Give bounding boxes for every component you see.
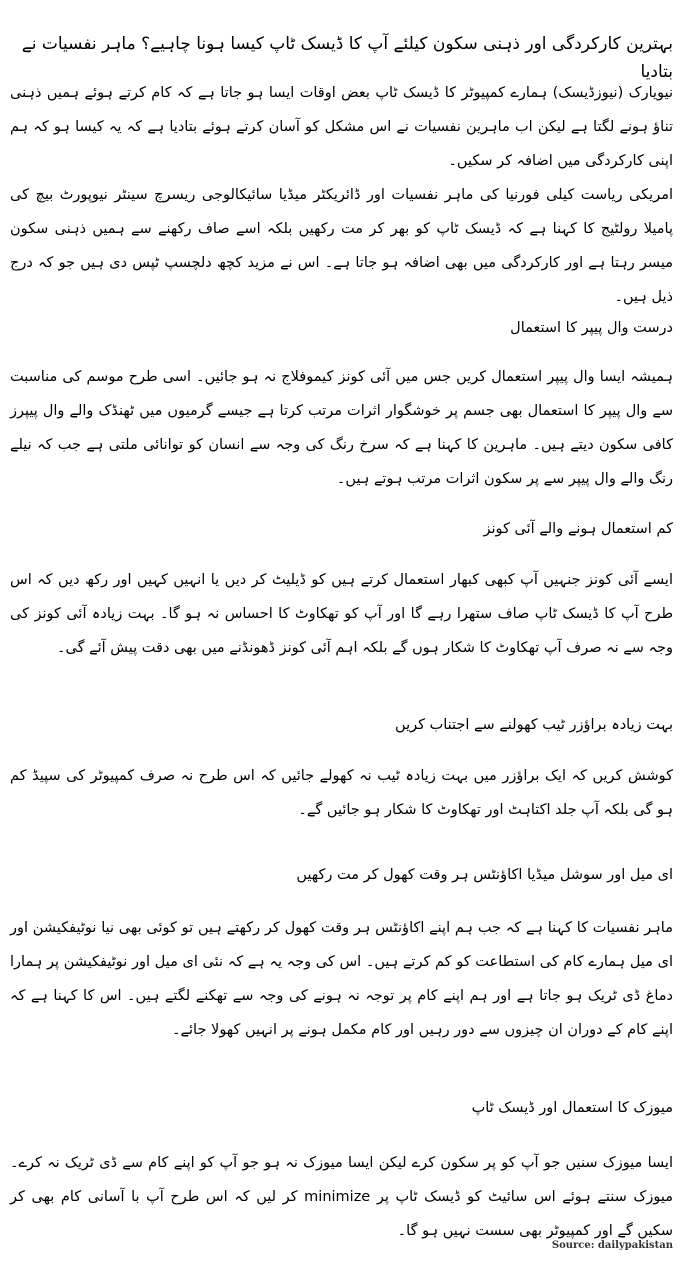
heading-browser-tabs: بہت زیادہ براؤزر ٹیب کھولنے سے اجتناب کریں [395,717,673,733]
paragraph-researcher: امریکی ریاست کیلی فورنیا کی ماہر نفسیات اور ڈائریکٹر میڈیا سائیکالوجی ریسرچ سینٹر نیوپورٹ بیچ کی پامیلا رولٹیج کا کہنا ہے کہ ڈیسک ٹاپ کو بھر کر مت رکھیں بلکہ اسے صاف رکھنے سے ہمیں ذہنی سکون میسر رہتا ہے اور کارکردگی میں بھی اضافہ ہو جاتا ہے۔ اس نے مزید کچھ دلچسپ ٹپس دی ہیں جو کہ درج ذیل ہیں۔ [10,187,673,305]
article-title: بہترین کارکردگی اور ذہنی سکون کیلئے آپ کا ڈیسک ٹاپ کیسا ہونا چاہیے؟ ماہر نفسیات نے بتادیا [21,34,673,82]
paragraph-icons: ایسے آئی کونز جنہیں آپ کبھی کبھار استعمال کرتے ہیں کو ڈیلیٹ کر دیں یا انہیں کہیں اور رکھ دیں کہ اس طرح آپ کا ڈیسک ٹاپ صاف ستھرا رہے گا اور آپ کو تھکاوٹ کا احساس نہ ہو گا۔ بہت زیادہ آئی کونز کی وجہ سے نہ صرف آپ تھکاوٹ کا شکار ہوں گے بلکہ اہم آئی کونز ڈھونڈنے میں بھی دقت پیش آئے گی۔ [10,572,673,656]
heading-music: میوزک کا استعمال اور ڈیسک ٹاپ [471,1100,673,1116]
paragraph-email-social: ماہر نفسیات کا کہنا ہے کہ جب ہم اپنے اکاؤنٹس ہر وقت کھول کر رکھتے ہیں تو کوئی بھی نیا نوٹیفکیشن اور ای میل ہمارے کام کی استطاعت کو کم کرتے ہیں۔ اس کی وجہ یہ ہے کہ نئی ای میل اور نوٹیفکیشن پر ہمارا دماغ ڈی ٹریک ہو جاتا ہے اور ہم اپنے کام پر توجہ نہ ہونے کی وجہ سے تھکنے لگتے ہیں۔ اس کا کہنا ہے کہ اپنے کام کے دوران ان چیزوں سے دور رہیں اور کام مکمل ہونے پر انہیں کھولا جائے۔ [10,920,673,1038]
heading-email-social: ای میل اور سوشل میڈیا اکاؤنٹس ہر وقت کھول کر مت رکھیں [296,867,673,883]
paragraph-wallpaper: ہمیشہ ایسا وال پیپر استعمال کریں جس میں آئی کونز کیموفلاج نہ ہو جائیں۔ اسی طرح موسم کی مناسبت سے وال پیپر کا استعمال بھی جسم پر خوشگوار اثرات مرتب کرتا ہے جیسے گرمیوں میں ٹھنڈک والے وال پیپرز کافی سکون دیتے ہیں۔ ماہرین کا کہنا ہے کہ سرخ رنگ کی وجہ سے انسان کو توانائی ملتی ہے جب کہ نیلے رنگ والے وال پیپر سے پر سکون اثرات مرتب ہوتے ہیں۔ [10,369,673,487]
heading-wallpaper: درست وال پیپر کا استعمال [510,320,673,336]
intro-paragraph: نیویارک (نیوزڈیسک) ہمارے کمپیوٹر کا ڈیسک ٹاپ بعض اوقات ایسا ہو جاتا ہے کہ کام کرتے ہوئے ہمیں ذہنی تناؤ ہونے لگتا ہے لیکن اب ماہرین نفسیات نے اس مشکل کو آسان کرتے ہوئے بتادیا ہے کہ یہ کیسا ہو کہ ہم اپنی کارکردگی میں اضافہ کر سکیں۔ [10,85,673,169]
heading-icons: کم استعمال ہونے والے آئی کونز [483,521,673,537]
paragraph-music: ایسا میوزک سنیں جو آپ کو پر سکون کرے لیکن ایسا میوزک نہ ہو جو آپ کو اپنے کام سے ڈی ٹریک نہ کرے۔ میوزک سنتے ہوئے اس سائیٹ کو ڈیسک ٹاپ پر minimize کر لیں کہ اس طرح آپ با آسانی کام بھی کر سکیں گے اور کمپیوٹر بھی سست نہیں ہو گا۔ [10,1155,673,1239]
paragraph-browser-tabs: کوشش کریں کہ ایک براؤزر میں بہت زیادہ ٹیب نہ کھولے جائیں کہ اس طرح نہ صرف کمپیوٹر کی سپیڈ کم ہو گی بلکہ آپ جلد اکتاہٹ اور تھکاوٹ کا شکار ہو جائیں گے۔ [10,768,673,818]
source-credit: Source: dailypakistan [551,1240,673,1251]
